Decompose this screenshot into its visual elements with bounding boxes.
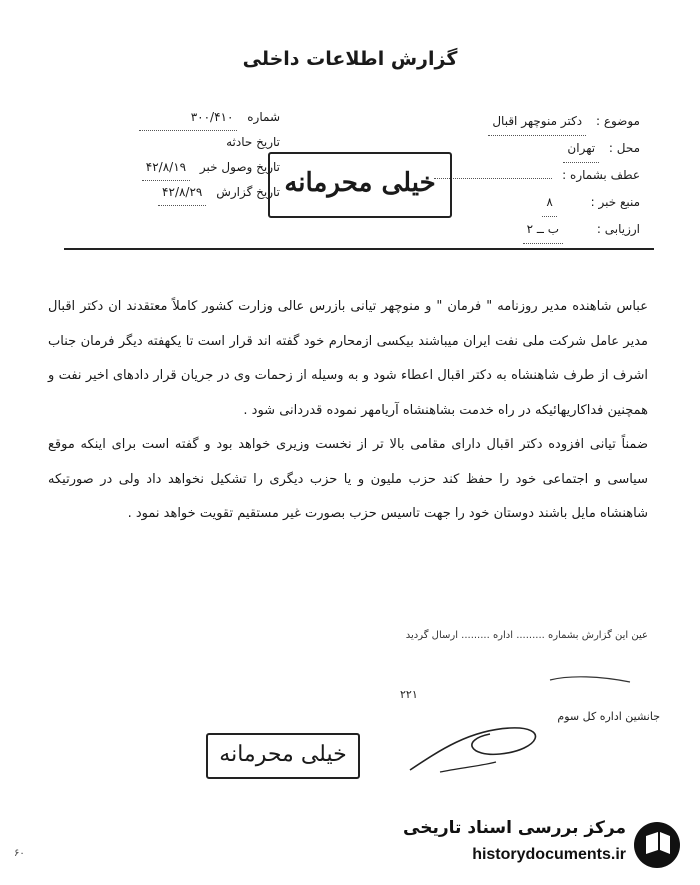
body-paragraph: ضمناً تیانی افزوده دکتر اقبال دارای مقامی بالا تر از نخست وزیری خواهد بود و گفته است برای اینکه موقع سیاسی و اجتماعی خود را حفظ کند حزب ملیون و یا حزب دیگری را تشکیل نخواهد داد ولی در صورتیکه شاهنشاه مایل باشند دوستان خود را جهت تاسیس حزب بصورت غیر مستقیم تقویت خواهد نمود . [48, 437, 648, 521]
meta-right-block [420, 108, 640, 243]
meta-value [434, 178, 552, 179]
meta-label: تاریخ گزارش [216, 185, 280, 199]
archive-url: historydocuments.ir [472, 846, 626, 863]
meta-label: موضوع [603, 114, 640, 128]
meta-left-block [70, 105, 280, 205]
meta-label: تاریخ وصول خبر [199, 160, 280, 174]
body-paragraph: عباس شاهنده مدیر روزنامه " فرمان " و منوچهر تیانی بازرس عالی وزارت کشور کاملاً معتقدند ان دکتر اقبال مدیر عامل شرکت ملی نفت ایران میباشند بیکسی ازمحارم خود گفته اند قرار است تا یکهفته دیگر فرمان جناب اشرف از طرف شاهنشاه به دکتر اقبال اعطاء شود و به وسیله از زحمات وی در جریان قرار دادهای اخیر نفت و همچنین فداکاریهائیکه در راه خدمت بشاهنشاه آریامهر نموده قدردانی شود . [48, 299, 648, 418]
handwritten-signature-icon [400, 670, 660, 790]
meta-row-received-date [70, 155, 280, 180]
meta-row-location: محل : تهران [420, 135, 640, 162]
meta-row-incident-date [70, 130, 280, 155]
archive-logo [403, 812, 688, 878]
meta-label: عطف بشماره [570, 168, 640, 182]
meta-value: ب ــ ۲ [523, 216, 563, 244]
meta-value: دکتر منوچهر اقبال [488, 108, 586, 136]
meta-label: محل [616, 141, 640, 155]
signature-area [400, 670, 660, 790]
document-title: گزارش اطلاعات داخلی [242, 48, 458, 70]
archive-mark-icon [632, 820, 682, 870]
meta-row-evaluation: ارزیابی : ب ــ ۲ [420, 216, 640, 243]
meta-label: منبع خبر [598, 195, 640, 209]
signature-number: ۲۲۱ [400, 688, 418, 701]
archive-name: مرکز بررسی اسناد تاریخی [403, 818, 626, 838]
bottom-secret-stamp: خیلی محرمانه [206, 733, 360, 779]
signature-title: جانشین اداره کل سوم [557, 710, 660, 723]
meta-row-report-date [70, 180, 280, 205]
meta-value: ۸ [542, 189, 556, 217]
meta-row-subject: موضوع : دکتر منوچهر اقبال [420, 108, 640, 135]
meta-value: ۳۰۰/۴۱۰ [139, 105, 237, 131]
meta-row-source: منبع خبر : ۸ [420, 189, 640, 216]
meta-row-number [70, 105, 280, 130]
meta-label: تاریخ حادثه [226, 135, 280, 149]
meta-value: ۴۲/۸/۱۹ [142, 155, 190, 181]
meta-value: ۴۲/۸/۲۹ [158, 180, 206, 206]
report-body [48, 290, 648, 532]
header-divider [64, 248, 654, 250]
meta-label: ارزیابی [604, 222, 640, 236]
meta-row-reference: عطف بشماره : [420, 162, 640, 189]
meta-label: شماره [247, 110, 280, 124]
meta-value: تهران [563, 135, 599, 163]
top-secret-stamp: خیلی محرمانه [268, 152, 452, 218]
page-number: ۶۰ [14, 848, 25, 859]
distribution-note: عین این گزارش بشماره ......... اداره ......... ارسال گردید [405, 630, 648, 641]
